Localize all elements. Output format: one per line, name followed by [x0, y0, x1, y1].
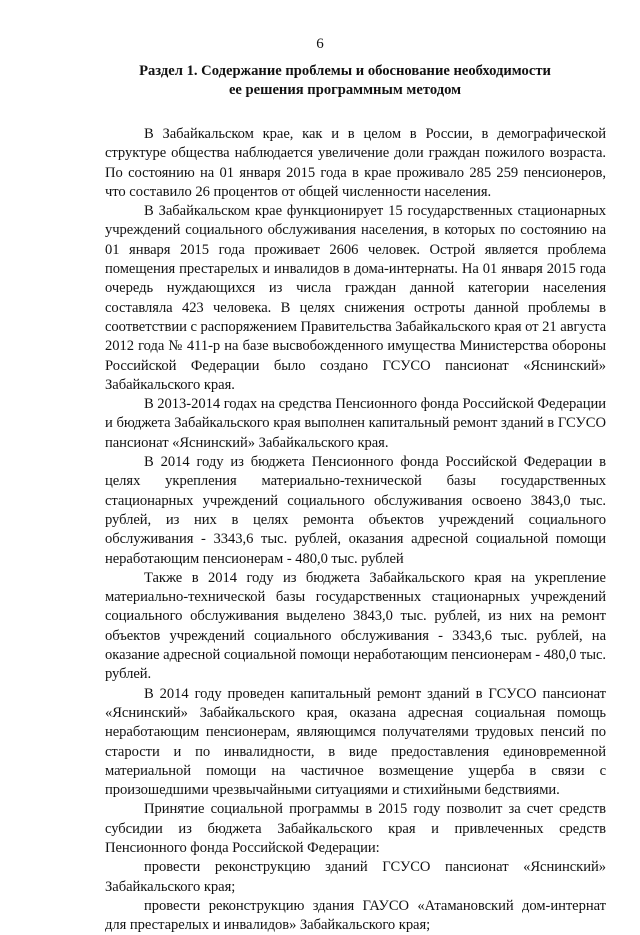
section-title-line-2: ее решения программным методом	[228, 82, 462, 98]
paragraph-demography: В Забайкальском крае, как и в целом в России, в демографической структуре общества наблюдается увеличение доли граждан пожилого возраста. По состоянию на 01 января 2015 года в крае проживало 285 259 пенсионеров, что составило 26 процентов от общей численности населения.	[105, 126, 606, 200]
paragraph-pension-fund-2014: В 2014 году из бюджета Пенсионного фонда Российской Федерации в целях укрепления материально-технической базы государственных стационарных учреждений социального обслуживания освоено 3843,0 тыс. рублей, из них в целях ремонта объектов учреждений социального обслуживания - 3343,6 тыс. рублей, оказания адресной социальной помощи неработающим пенсионерам - 480,0 тыс. рублей	[105, 454, 606, 567]
document-body	[105, 125, 606, 935]
section-title	[110, 62, 580, 100]
paragraph-institutions: В Забайкальском крае функционирует 15 государственных стационарных учреждений социального обслуживания населения, в которых по состоянию на 01 января 2015 года проживает 2606 человек. Острой является проблема помещения престарелых и инвалидов в дома-интернаты. На 01 января 2015 года очередь нуждающихся из числа граждан данной категории населения составляла 423 человека. В целях снижения остроты данной проблемы в соответствии с распоряжением Правительства Забайкальского края от 21 августа 2012 года № 411-р на базе высвобожденного имущества Министерства обороны Российской Федерации было создано ГСУСО пансионат «Яснинский» Забайкальского края.	[105, 203, 607, 393]
paragraph-repair-2014: В 2014 году проведен капитальный ремонт зданий в ГСУСО пансионат «Яснинский» Забайкальского края, оказана адресная социальная помощь неработающим пенсионерам, являющимся получателями трудовых пенсий по старости и по инвалидности, в виде предоставления единовременной материальной помощи на частичное возмещение ущерба в связи с произошедшими чрезвычайными ситуациями и стихийными бедствиями.	[105, 685, 606, 799]
paragraph-program-2015: Принятие социальной программы в 2015 году позволит за счет средств субсидии из бюджета Забайкальского края и привлеченных средств Пенсионного фонда Российской Федерации:	[105, 801, 606, 856]
list-item-atamanovsky: провести реконструкцию здания ГАУСО «Атамановский дом-интернат для престарелых и инвалидов» Забайкальского края;	[105, 897, 606, 934]
paragraph-regional-budget-2014: Также в 2014 году из бюджета Забайкальского края на укрепление материально-технической базы государственных стационарных учреждений социального обслуживания выделено 3843,0 тыс. рублей, из них на ремонт объектов учреждений социального обслуживания - 3343,6 тыс. рублей, на оказание адресной социальной помощи неработающим пенсионерам - 480,0 тыс. рублей.	[105, 569, 607, 683]
paragraph-repair-2013-2014: В 2013-2014 годах на средства Пенсионного фонда Российской Федерации и бюджета Забайкальского края выполнен капитальный ремонт зданий в ГСУСО пансионат «Яснинский» Забайкальского края.	[105, 396, 606, 451]
list-item-yasninsky: провести реконструкцию зданий ГСУСО пансионат «Яснинский» Забайкальского края;	[105, 859, 606, 895]
page-number: 6	[316, 36, 324, 52]
section-title-line-1: Раздел 1. Содержание проблемы и обоснование необходимости	[139, 63, 551, 79]
